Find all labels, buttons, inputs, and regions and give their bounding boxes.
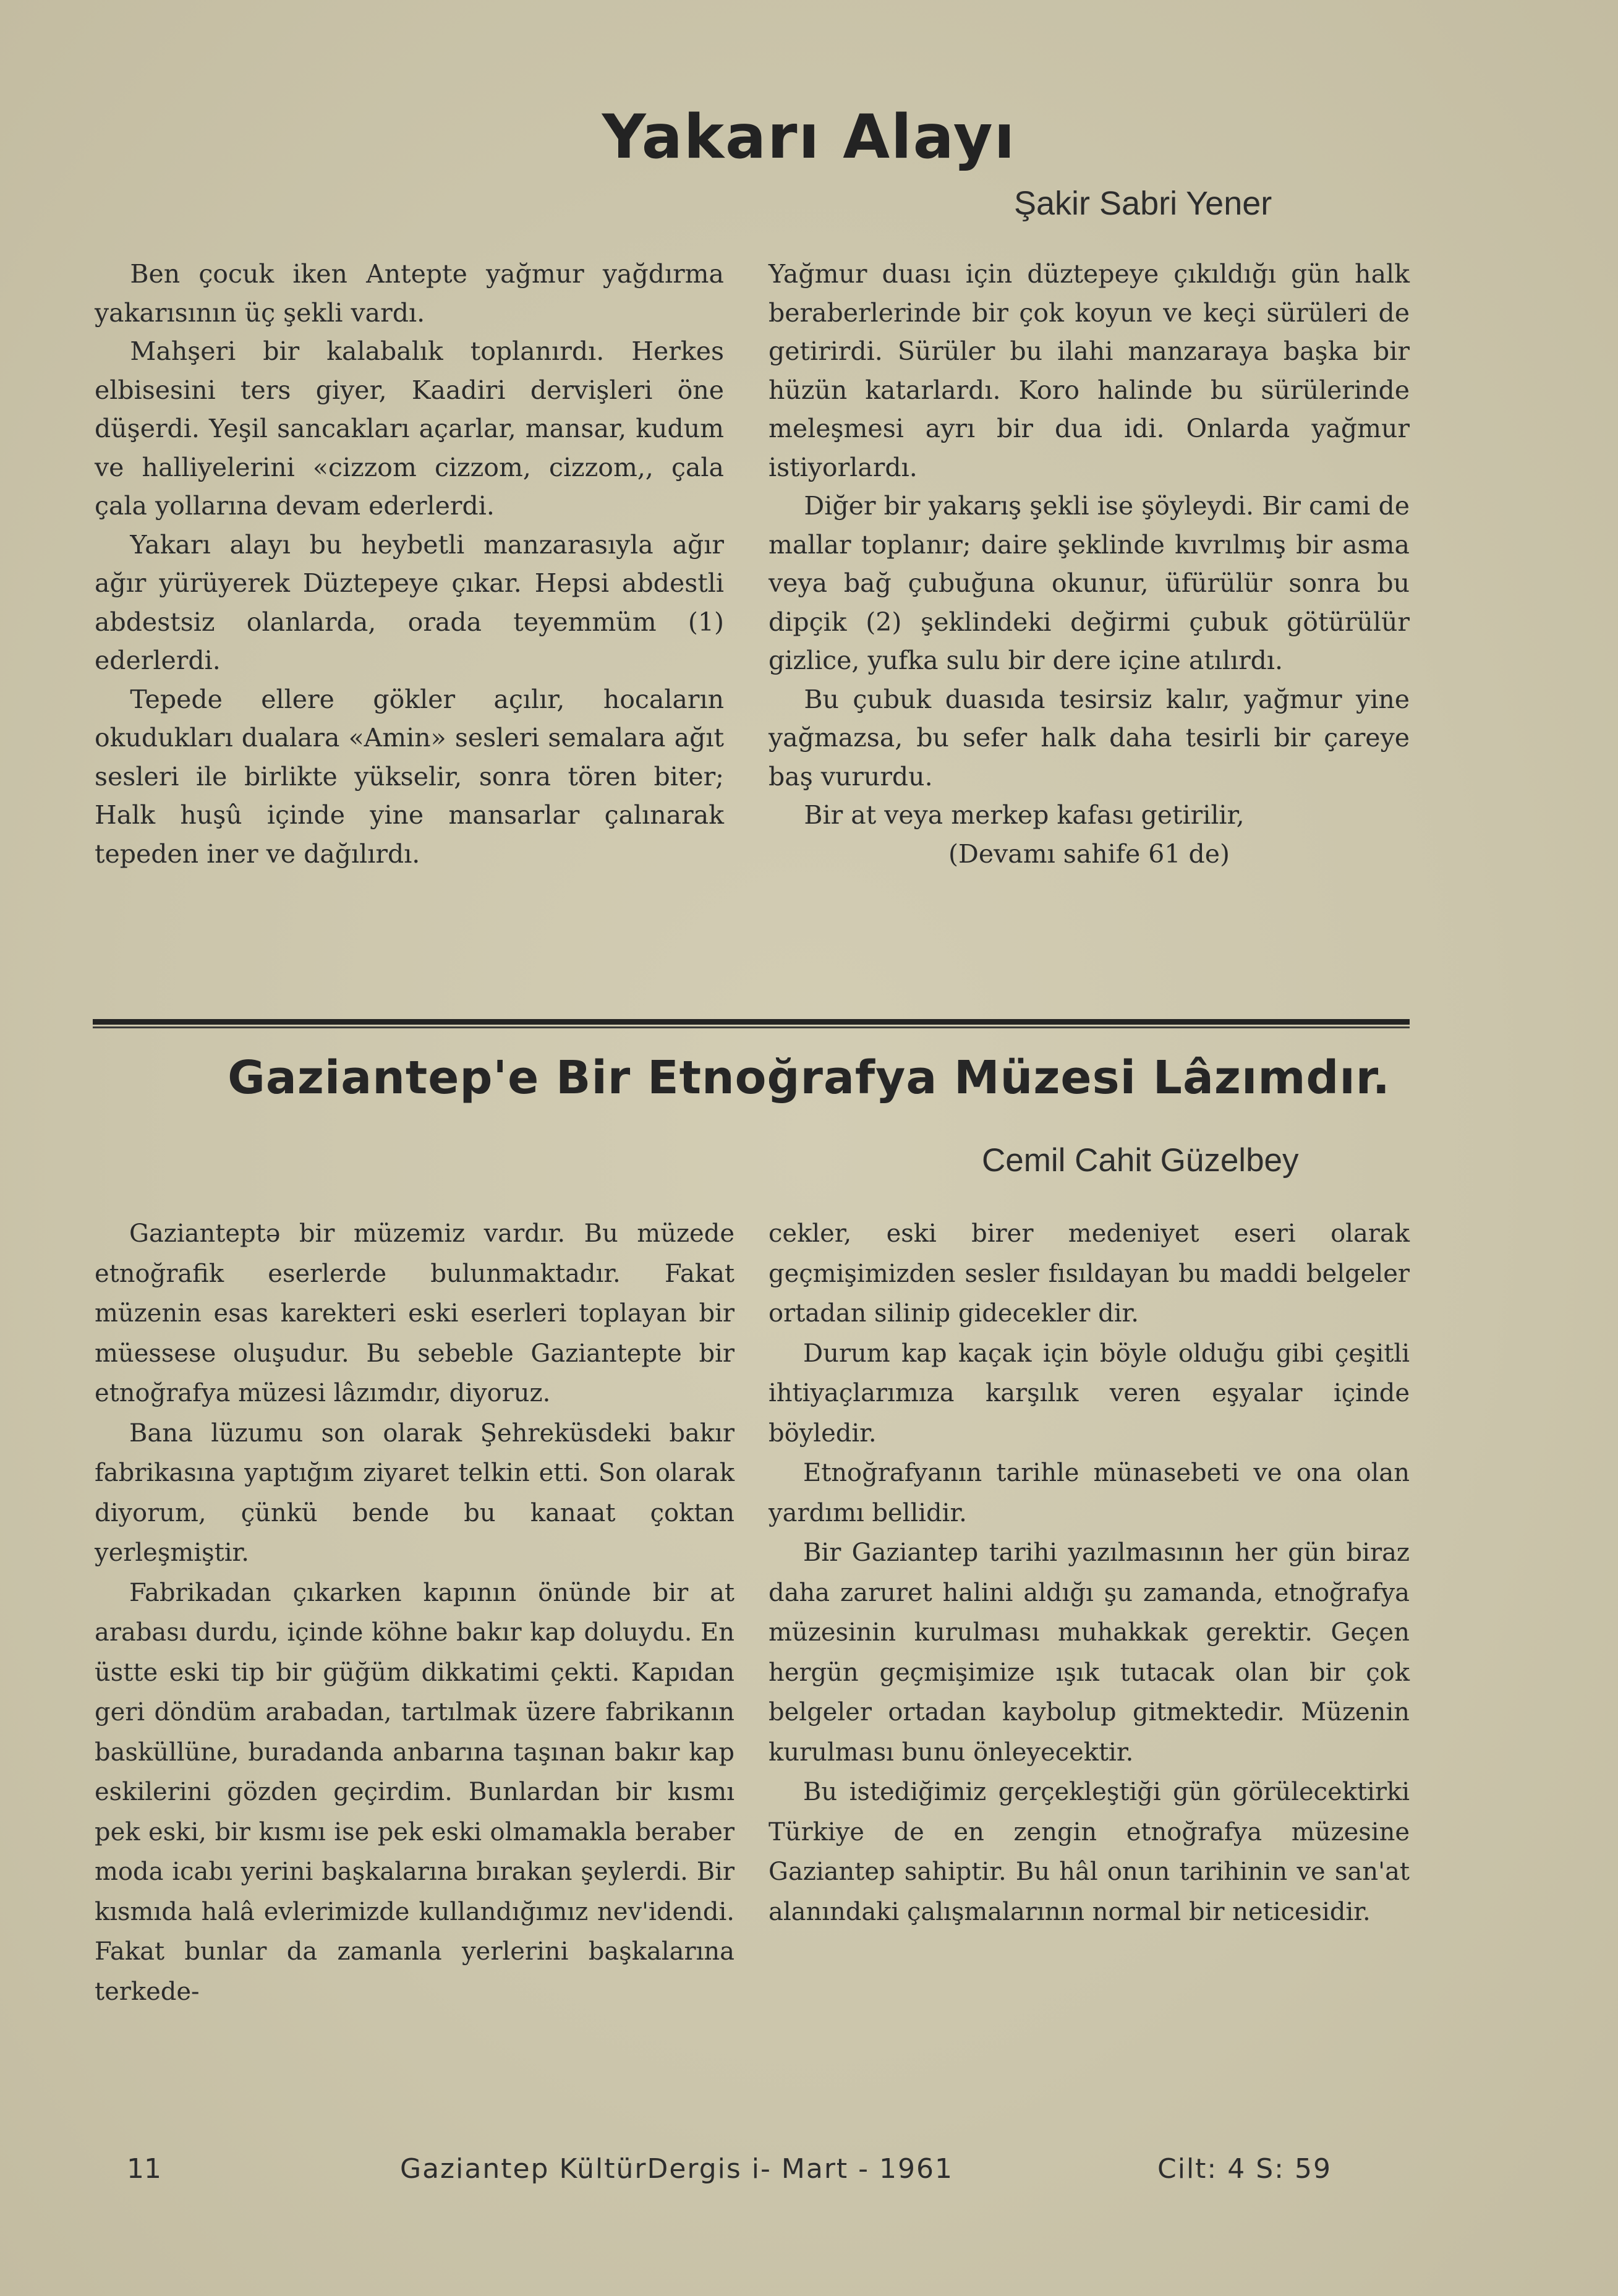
- article-left-column: [95, 255, 724, 873]
- paragraph: Bana lüzumu son olarak Şehreküsdeki bakır fabrikasına yaptığım ziyaret telkin etti. Son olarak diyorum, çünkü bende bu kanaat çoktan yerleşmiştir.: [95, 1419, 734, 1567]
- article-left-column: [95, 1214, 734, 2012]
- paragraph: Bu çubuk duasıda tesirsiz kalır, yağmur yine yağmazsa, bu sefer halk daha tesirli bir çareye baş vururdu.: [769, 684, 1410, 792]
- article-author: Şakir Sabri Yener: [1014, 185, 1272, 222]
- paragraph: Yağmur duası için düztepeye çıkıldığı gün halk beraberlerinde bir çok koyun ve keçi sürüleri de getirirdi. Sürüler bu ilahi manzaraya başka bir hüzün katarlardı. Koro halinde bu sürülerinde meleşmesi ayrı bir dua idi. Onlarda yağmur istiyorlardı.: [769, 259, 1410, 482]
- article-title: Yakarı Alayı: [602, 102, 1016, 173]
- paragraph: Mahşeri bir kalabalık toplanırdı. Herkes elbisesini ters giyer, Kaadiri dervişleri öne düşerdi. Yeşil sancakları açarlar, mansar, kudum ve halliyelerini «cizzom cizzom, cizzom,, çala çala yollarına devam ederlerdi.: [95, 336, 724, 521]
- page-number: 11: [127, 2153, 161, 2185]
- paragraph: Diğer bir yakarış şekli ise şöyleydi. Bir cami de mallar toplanır; daire şeklinde kıvrılmış bir asma veya bağ çubuğuna okunur, üfürülür sonra bu dipçik (2) şeklindeki değirmi çubuk götürülür gizlice, yufka sulu bir dere içine atılırdı.: [769, 491, 1410, 675]
- paragraph: Bu istediğimiz gerçekleştiği gün görülecektirki Türkiye de en zengin etnoğrafya müzesine Gaziantep sahiptir. Bu hâl onun tarihinin ve san'at alanındaki çalışmalarının normal bir neticesidir.: [769, 1778, 1410, 1926]
- paragraph: cekler, eski birer medeniyet eseri olarak geçmişimizden sesler fısıldayan bu maddi belgeler ortadan silinip gidecekler dir.: [769, 1219, 1410, 1328]
- magazine-info: Gaziantep KültürDergis i- Mart - 1961: [400, 2153, 953, 2185]
- paragraph: Gazianteptə bir müzemiz vardır. Bu müzede etnoğrafik eserlerde bulunmaktadır. Fakat müzenin esas karekteri eski eserleri toplayan bir müessese oluşudur. Bu sebeble Gaziantepte bir etnoğrafya müzesi lâzımdır, diyoruz.: [95, 1219, 734, 1407]
- continued-note: (Devamı sahife 61 de): [948, 839, 1230, 869]
- paragraph: Durum kap kaçak için böyle olduğu gibi çeşitli ihtiyaçlarımıza karşılık veren eşyalar içinde böyledir.: [769, 1339, 1410, 1448]
- paragraph: Ben çocuk iken Antepte yağmur yağdırma yakarısının üç şekli vardı.: [95, 259, 724, 328]
- paragraph: Bir at veya merkep kafası getirilir,: [804, 800, 1245, 830]
- article-right-column: [769, 255, 1410, 873]
- paragraph: Fabrikadan çıkarken kapının önünde bir at arabası durdu, içinde köhne bakır kap doluydu. En üstte eski tip bir güğüm dikkatimi çekti. Kapıdan geri döndüm arabadan, tartılmak üzere fabrikanın basküllüne, buradanda anbarına taşınan bakır kap eskilerini gözden geçirdim. Bunlardan bir kısmı pek eski, bir kısmı ise pek eski olmamakla beraber moda icabı yerini başkalarına bırakan şeylerdi. Bir kısmıda halâ evlerimizde kullandığımız nev'idendi. Fakat bunlar da zamanla yerlerini başkalarına terkede-: [95, 1578, 734, 2006]
- paragraph: Tepede ellere gökler açılır, hocaların okudukları dualara «Amin» sesleri semalara ağıt sesleri ile birlikte yükselir, sonra tören biter; Halk huşû içinde yine mansarlar çalınarak tepeden iner ve dağılırdı.: [95, 684, 724, 869]
- paragraph: Yakarı alayı bu heybetli manzarasıyla ağır ağır yürüyerek Düztepeye çıkar. Hepsi abdestli abdestsiz olanlarda, orada teyemmüm (1) ederlerdi.: [95, 529, 724, 675]
- section-divider: [93, 1019, 1410, 1025]
- paragraph: Etnoğrafyanın tarihle münasebeti ve ona olan yardımı bellidir.: [769, 1459, 1410, 1527]
- article-title: Gaziantep'e Bir Etnoğrafya Müzesi Lâzımdır.: [228, 1051, 1390, 1104]
- article-right-column: [769, 1214, 1410, 1932]
- article-author: Cemil Cahit Güzelbey: [982, 1142, 1299, 1179]
- section-divider-thin: [93, 1026, 1410, 1028]
- volume-info: Cilt: 4 S: 59: [1157, 2153, 1332, 2185]
- paragraph: Bir Gaziantep tarihi yazılmasının her gün biraz daha zaruret halini aldığı şu zamanda, etnoğrafya müzesinin kurulması muhakkak gerektir. Geçen hergün geçmişimize ışık tutacak olan bir çok belgeler ortadan kaybolup gitmektedir. Müzenin kurulması bunu önleyecektir.: [769, 1538, 1410, 1767]
